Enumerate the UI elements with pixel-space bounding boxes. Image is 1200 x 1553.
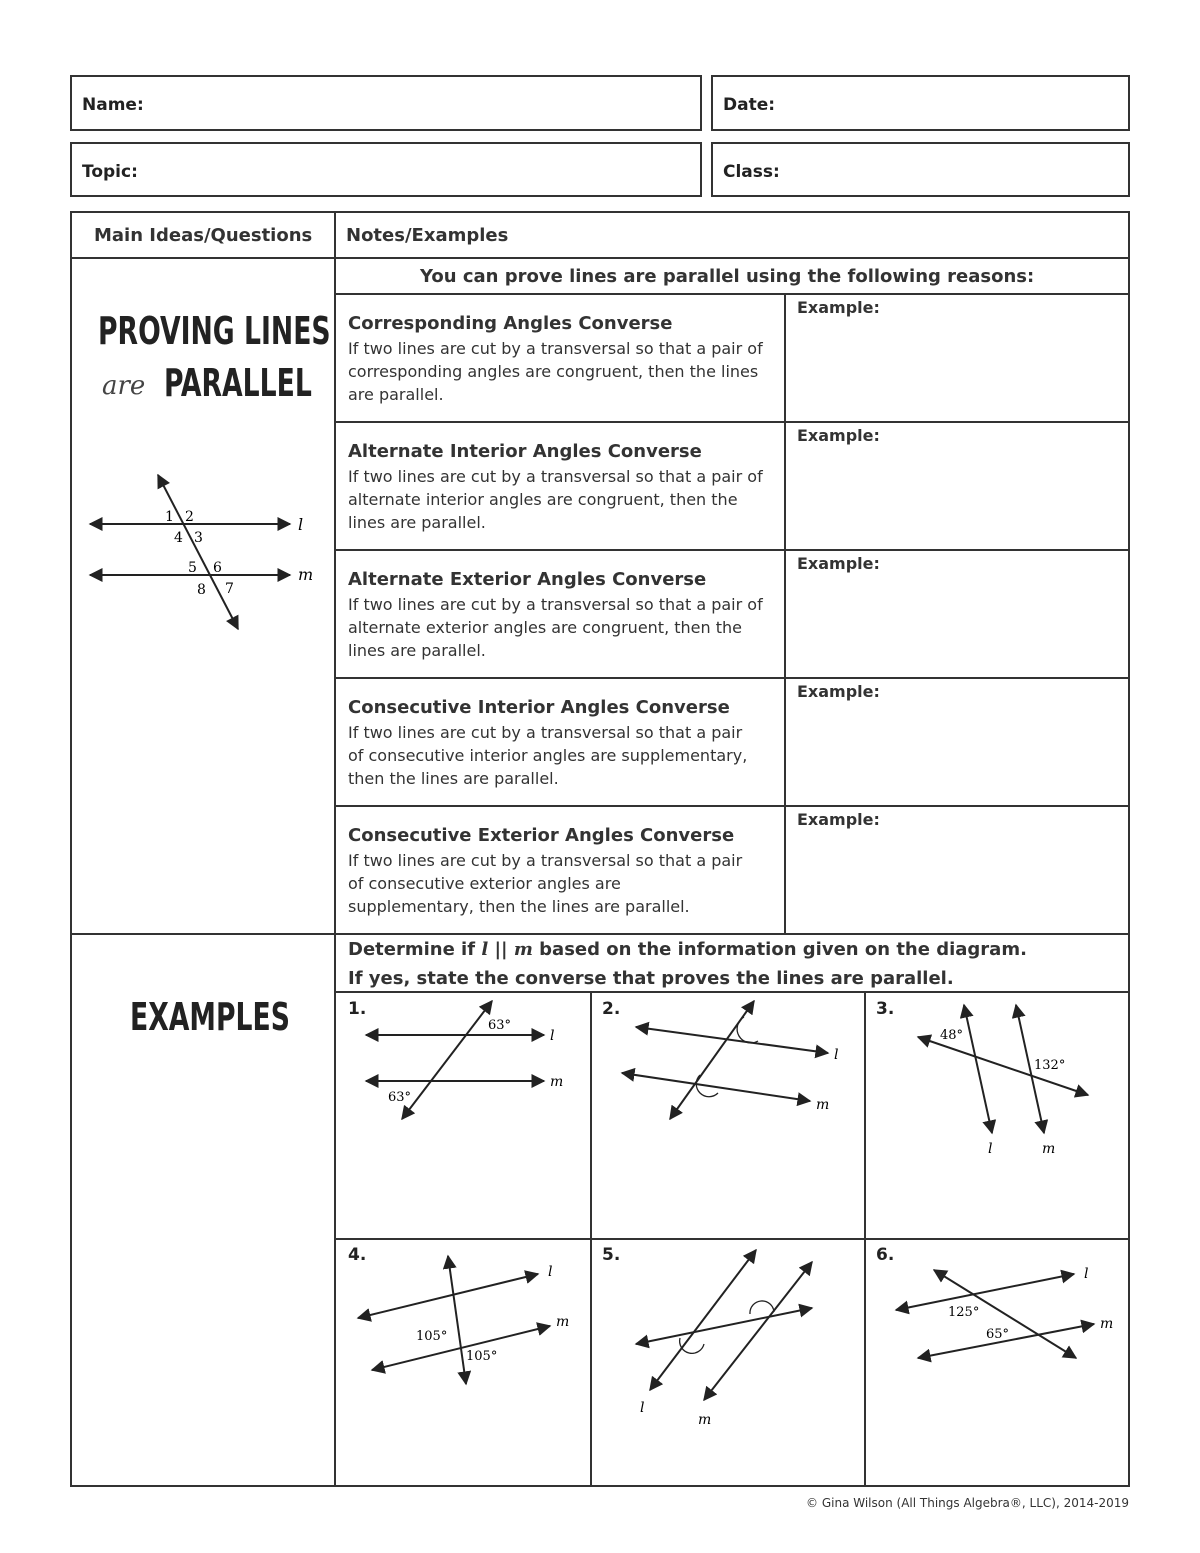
divider [336, 421, 1128, 423]
example-label: Example: [797, 810, 880, 829]
line-label-m: m [550, 1074, 564, 1090]
class-field[interactable] [711, 142, 1130, 197]
converse-title: Alternate Exterior Angles Converse [348, 569, 707, 590]
angle-label: 4 [174, 530, 183, 546]
problem-1-diagram [336, 993, 590, 1237]
angle-label: 8 [197, 582, 206, 598]
converse-title: Consecutive Exterior Angles Converse [348, 825, 735, 846]
problem-3-diagram [866, 993, 1128, 1237]
angle-label: 63° [388, 1090, 412, 1105]
divider [336, 293, 1128, 295]
converse-body: If two lines are cut by a transversal so that a pair of consecutive interior angles are supplementary, then the lines are parallel. [348, 723, 748, 788]
divider [336, 805, 1128, 807]
topic-field[interactable] [70, 142, 702, 197]
line-label-l: l [550, 1028, 555, 1044]
column-header-notes: Notes/Examples [346, 225, 509, 246]
copyright: © Gina Wilson (All Things Algebra®, LLC), 2014-2019 [806, 1496, 1129, 1510]
problem-number: 1. [348, 999, 367, 1019]
section-title-line2: PARALLEL [164, 361, 312, 405]
instr-pre: Determine if [348, 939, 482, 960]
problem-number: 2. [602, 999, 621, 1019]
section-title-are: are [102, 371, 146, 401]
angle-label: 125° [948, 1305, 980, 1320]
examples-title: EXAMPLES [130, 995, 290, 1039]
section-title-line1: PROVING LINES [98, 309, 331, 353]
column-header-main: Main Ideas/Questions [94, 225, 313, 246]
instr-m: m [513, 939, 533, 960]
instructions-line2: If yes, state the converse that proves the lines are parallel. [348, 968, 954, 989]
angle-label: 3 [194, 530, 203, 546]
angle-label: 132° [1034, 1058, 1066, 1073]
angle-label: 7 [225, 581, 234, 597]
name-field[interactable] [70, 75, 702, 131]
angle-label: 105° [416, 1329, 448, 1344]
problem-number: 3. [876, 999, 895, 1019]
angle-label: 6 [213, 560, 222, 576]
line-label-l: l [988, 1141, 993, 1157]
line-label-l: l [834, 1047, 839, 1063]
intro-text: You can prove lines are parallel using the following reasons: [420, 266, 1035, 287]
instructions-line1 [348, 939, 1027, 960]
date-label: Date: [723, 95, 776, 115]
class-label: Class: [723, 162, 780, 182]
example-label: Example: [797, 298, 880, 317]
problem-number: 6. [876, 1245, 895, 1265]
example-label: Example: [797, 682, 880, 701]
problem-4-diagram [336, 1240, 590, 1485]
converse-title: Consecutive Interior Angles Converse [348, 697, 730, 718]
notes-table [70, 211, 1130, 1487]
line-label-l: l [640, 1400, 645, 1416]
example-label: Example: [797, 554, 880, 573]
instr-l: l [481, 939, 489, 960]
problem-5-diagram [592, 1240, 864, 1485]
angle-label: 48° [940, 1028, 964, 1043]
line-label-l: l [298, 515, 304, 534]
line-label-l: l [1084, 1266, 1089, 1282]
angle-label: 1 [165, 509, 174, 525]
line-label-m: m [1042, 1141, 1056, 1157]
name-label: Name: [82, 95, 144, 115]
divider [336, 549, 1128, 551]
line-label-l: l [548, 1264, 553, 1280]
converse-body: If two lines are cut by a transversal so that a pair of corresponding angles are congruent, then the lines are parallel. [348, 339, 763, 404]
angle-label: 5 [188, 560, 197, 576]
line-label-m: m [298, 565, 314, 584]
converse-title: Corresponding Angles Converse [348, 313, 673, 334]
line-label-m: m [698, 1412, 712, 1428]
problem-number: 4. [348, 1245, 367, 1265]
instr-par: || [488, 939, 514, 960]
angle-label: 105° [466, 1349, 498, 1364]
divider [72, 257, 1128, 259]
angle-label: 65° [986, 1327, 1010, 1342]
problem-6-diagram [866, 1240, 1128, 1485]
line-label-m: m [556, 1314, 570, 1330]
converse-body: If two lines are cut by a transversal so that a pair of alternate exterior angles are congruent, then the lines are parallel. [348, 595, 763, 660]
divider [784, 293, 786, 933]
converse-title: Alternate Interior Angles Converse [348, 441, 702, 462]
problem-number: 5. [602, 1245, 621, 1265]
line-label-m: m [1100, 1316, 1114, 1332]
date-field[interactable] [711, 75, 1130, 131]
divider [72, 933, 1128, 935]
topic-label: Topic: [82, 162, 138, 182]
converse-body: If two lines are cut by a transversal so that a pair of alternate interior angles are congruent, then the lines are parallel. [348, 467, 763, 532]
converse-body: If two lines are cut by a transversal so that a pair of consecutive exterior angles are supplementary, then the lines are parallel. [348, 851, 743, 916]
instr-post: based on the information given on the diagram. [532, 939, 1027, 960]
problem-2-diagram [592, 993, 864, 1237]
transversal-diagram [72, 463, 334, 643]
line-label-m: m [816, 1097, 830, 1113]
example-label: Example: [797, 426, 880, 445]
angle-label: 63° [488, 1018, 512, 1033]
divider [336, 677, 1128, 679]
angle-label: 2 [185, 509, 194, 525]
